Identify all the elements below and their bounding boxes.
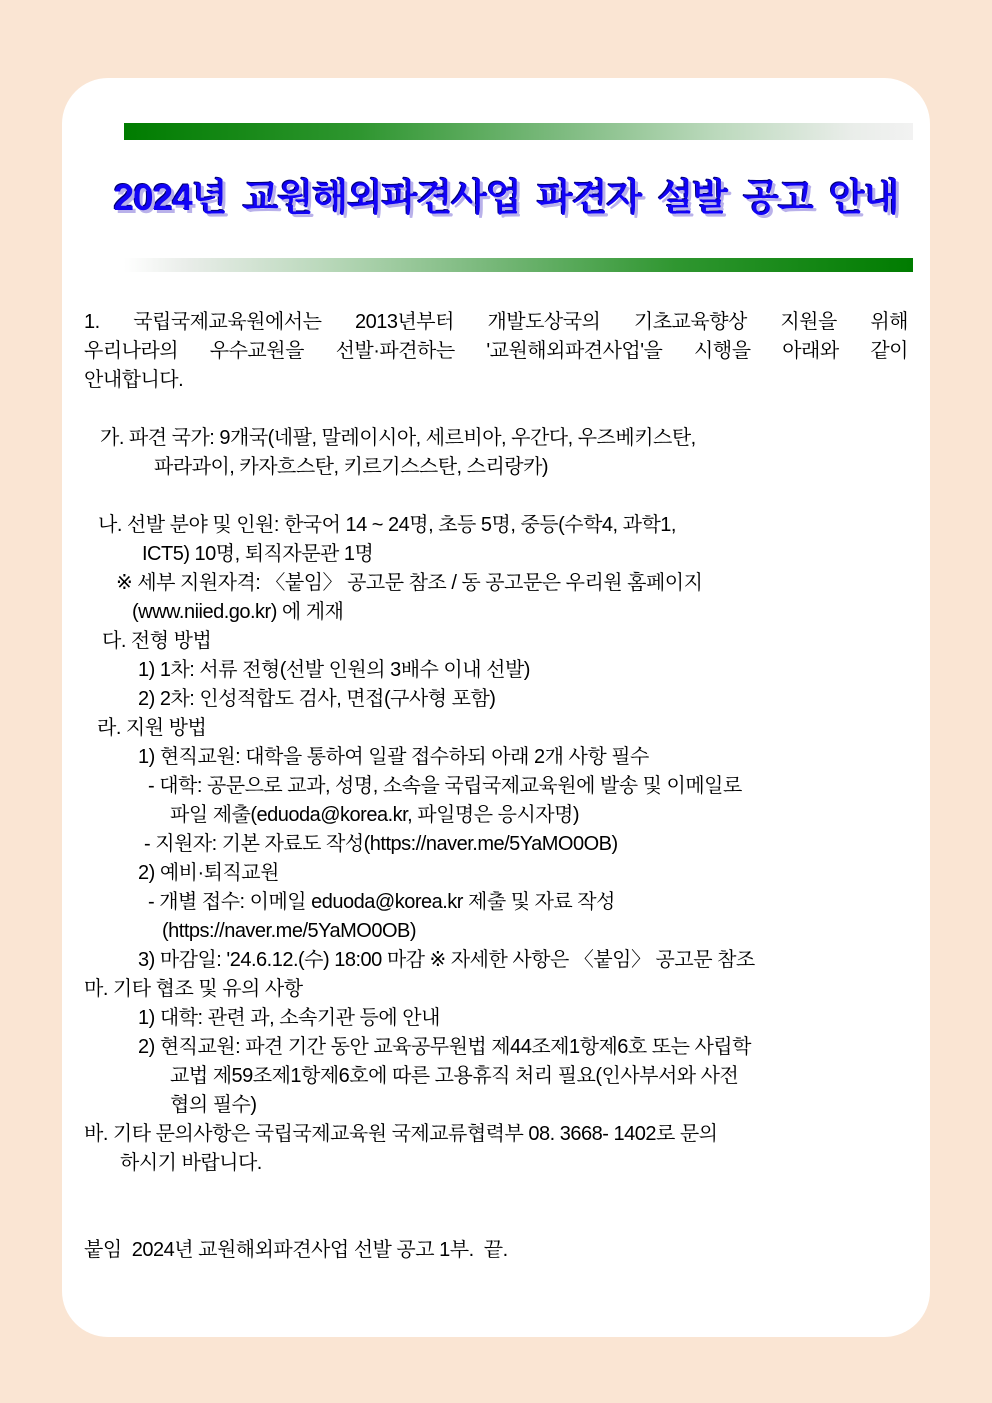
document-line: 안내합니다. — [84, 369, 184, 391]
blank-line — [84, 1207, 908, 1236]
document-line: 마. 기타 협조 및 유의 사항 — [84, 978, 303, 1000]
document-line: ※ 세부 지원자격: 〈붙임〉 공고문 참조 / 동 공고문은 우리원 홈페이지 — [116, 572, 703, 594]
document-line: 협의 필수) — [170, 1094, 257, 1116]
document-line: 1) 대학: 관련 과, 소속기관 등에 안내 — [138, 1007, 440, 1029]
document-line: 붙임 2024년 교원해외파견사업 선발 공고 1부. 끝. — [84, 1239, 508, 1261]
document-line: 1) 1차: 서류 전형(선발 인원의 3배수 이내 선발) — [138, 659, 530, 681]
document-line: 파라과이, 카자흐스탄, 키르기스스탄, 스리랑카) — [154, 456, 549, 478]
document-line: 라. 지원 방법 — [97, 717, 207, 739]
blank-line — [84, 1178, 908, 1207]
document-line: 2) 예비·퇴직교원 — [138, 862, 279, 884]
document-line: 2) 현직교원: 파견 기간 동안 교육공무원법 제44조제1항제6호 또는 사립학 — [138, 1036, 751, 1058]
blank-line — [84, 482, 908, 511]
document-line: 나. 선발 분야 및 인원: 한국어 14 ~ 24명, 초등 5명, 중등(수학4, 과학1, — [98, 514, 676, 536]
document-line: 하시기 바랍니다. — [120, 1152, 262, 1174]
document-line: 가. 파견 국가: 9개국(네팔, 말레이시아, 세르비아, 우간다, 우즈베키스탄, — [100, 427, 696, 449]
document-title: 2024년 교원해외파견사업 파견자 설발 공고 안내 — [113, 177, 899, 218]
header-rule-bottom — [124, 258, 913, 272]
document-line: 교법 제59조제1항제6호에 따른 고용휴직 처리 필요(인사부서와 사전 — [170, 1065, 739, 1087]
document-card — [62, 78, 930, 1337]
document-line: 다. 전형 방법 — [102, 630, 212, 652]
header-rule-top — [124, 123, 913, 140]
document-line: 1. 국립국제교육원에서는 2013년부터 개발도상국의 기초교육향상 지원을 위해 — [84, 311, 908, 333]
document-line: 1) 현직교원: 대학을 통하여 일괄 접수하되 아래 2개 사항 필수 — [138, 746, 649, 768]
blank-line — [84, 395, 908, 424]
document-line: 바. 기타 문의사항은 국립국제교육원 국제교류협력부 08. 3668- 1402로 문의 — [84, 1123, 718, 1145]
document-line: - 개별 접수: 이메일 eduoda@korea.kr 제출 및 자료 작성 — [148, 891, 615, 913]
document-body — [84, 308, 908, 1265]
document-line: 파일 제출(eduoda@korea.kr, 파일명은 응시자명) — [170, 804, 580, 826]
document-line: 3) 마감일: '24.6.12.(수) 18:00 마감 ※ 자세한 사항은 〈붙임〉 공고문 참조 — [138, 949, 755, 971]
document-line: - 지원자: 기본 자료도 작성(https://naver.me/5YaMO0OB) — [144, 833, 618, 855]
document-line: 2) 2차: 인성적합도 검사, 면접(구사형 포함) — [138, 688, 496, 710]
document-line: - 대학: 공문으로 교과, 성명, 소속을 국립국제교육원에 발송 및 이메일로 — [148, 775, 742, 797]
document-line: (www.niied.go.kr) 에 게재 — [132, 601, 344, 623]
document-line: ICT5) 10명, 퇴직자문관 1명 — [142, 543, 374, 565]
document-line: 우리나라의 우수교원을 선발·파견하는 '교원해외파견사업'을 시행을 아래와 같이 — [84, 340, 908, 362]
document-line: (https://naver.me/5YaMO0OB) — [162, 920, 417, 942]
